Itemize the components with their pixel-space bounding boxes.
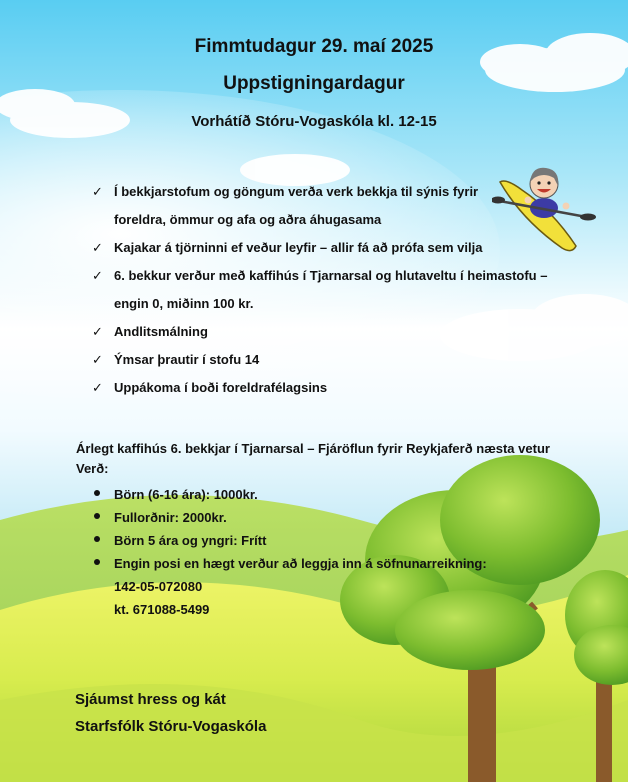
list-item: [92, 506, 566, 529]
bullet-icon: [94, 559, 100, 565]
closing-signature: Starfsfólk Stóru-Vogaskóla: [75, 718, 267, 735]
list-item-text: Ýmsar þrautir í stofu 14: [114, 352, 260, 367]
closing: [75, 686, 266, 740]
list-item-text: engin 0, miðinn 100 kr.: [114, 296, 254, 311]
list-item-text: Börn (6-16 ára): 1000kr.: [114, 487, 258, 502]
list-item: [92, 346, 547, 374]
price-label: Verð:: [76, 461, 109, 476]
price-list: [92, 483, 566, 621]
closing-greeting: Sjáumst hress og kát: [75, 691, 226, 708]
bullet-icon: [94, 536, 100, 542]
check-icon: ✓: [92, 184, 103, 199]
activity-list: [92, 178, 547, 402]
list-item: [92, 374, 547, 402]
check-icon: ✓: [92, 240, 103, 255]
check-icon: ✓: [92, 380, 103, 395]
list-item-text: Andlitsmálning: [114, 324, 208, 339]
list-item-text: Börn 5 ára og yngri: Frítt: [114, 533, 267, 548]
list-item: [92, 529, 566, 552]
list-item: [92, 483, 566, 506]
bullet-icon: [94, 513, 100, 519]
list-item-text: Í bekkjarstofum og göngum verða verk bekkja til sýnis fyrir: [114, 184, 479, 199]
list-item: [92, 318, 547, 346]
cafe-section: [76, 440, 550, 621]
list-item-text: foreldra, ömmur og afa og aðra áhugasama: [114, 212, 382, 227]
check-icon: ✓: [92, 324, 103, 339]
list-item: [92, 262, 547, 318]
holiday-name: Uppstigningardagur: [223, 73, 405, 94]
kennitala: kt. 671088-5499: [114, 602, 210, 617]
list-item-text: Fullorðnir: 2000kr.: [114, 510, 227, 525]
bullet-icon: [94, 490, 100, 496]
check-icon: ✓: [92, 268, 103, 283]
cafe-heading: Árlegt kaffihús 6. bekkjar í Tjarnarsal – Fjáröflun fyrir Reykjaferð næsta vetur: [76, 441, 550, 456]
list-item-text: Engin posi en hægt verður að leggja inn á söfnunarreikning:: [114, 556, 487, 571]
event-subtitle: Vorhátíð Stóru-Vogaskóla kl. 12-15: [191, 113, 437, 130]
list-item: [92, 234, 547, 262]
list-item: [92, 178, 547, 234]
list-item-text: Uppákoma í boði foreldrafélagsins: [114, 380, 328, 395]
check-icon: ✓: [92, 352, 103, 367]
list-item-text: 6. bekkur verður með kaffihús í Tjarnarsal og hlutaveltu í heimastofu –: [114, 268, 548, 283]
list-item-text: Kajakar á tjörninni ef veður leyfir – allir fá að prófa sem vilja: [114, 240, 483, 255]
event-date: Fimmtudagur 29. maí 2025: [194, 36, 434, 57]
account-number: 142-05-072080: [114, 579, 203, 594]
list-item: [92, 552, 566, 621]
